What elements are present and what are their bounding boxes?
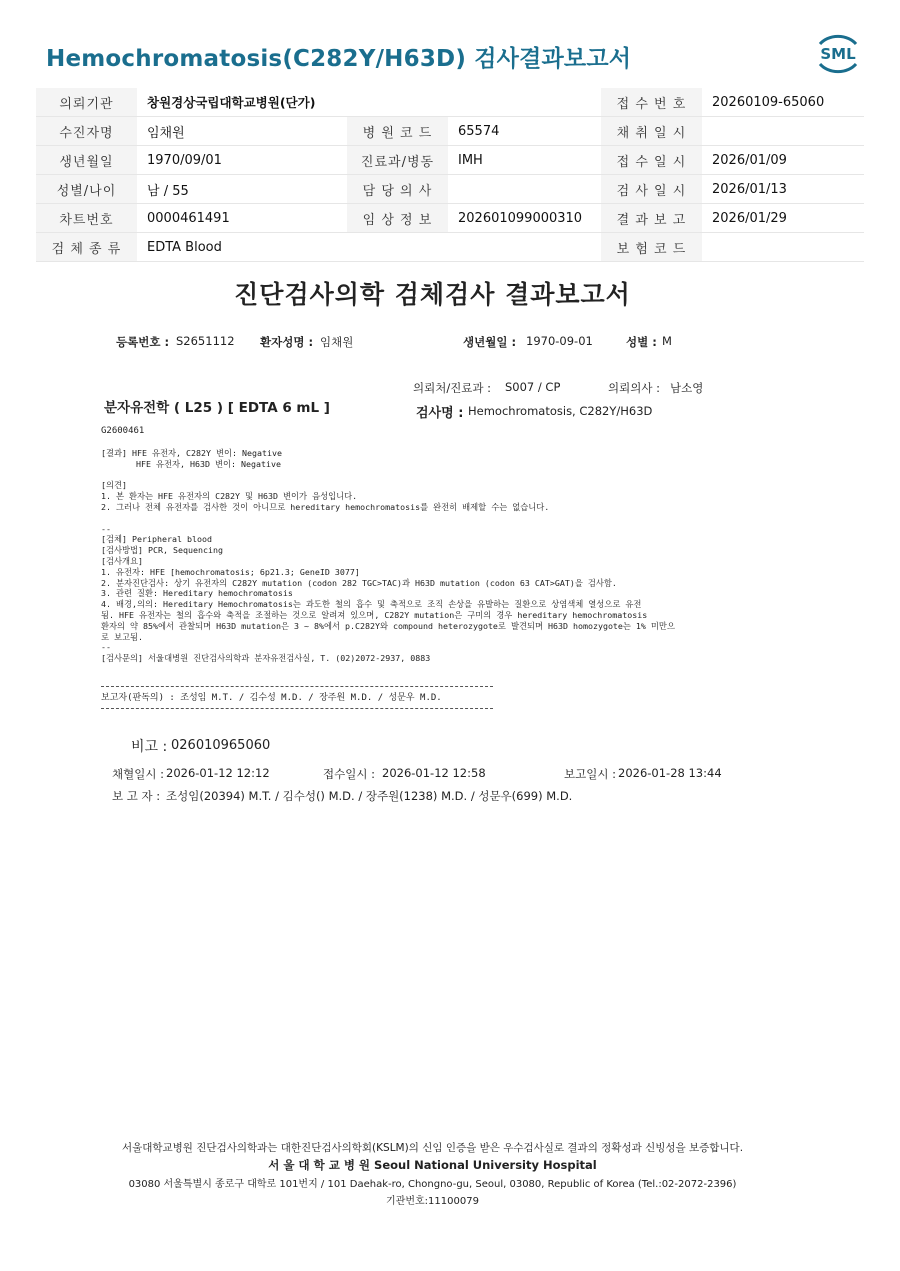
specimen-number: G2600461 <box>101 426 145 436</box>
dept: S007 / CP <box>505 380 561 394</box>
info-label: 의뢰기관 <box>36 88 137 117</box>
doctor: 남소영 <box>670 381 704 395</box>
page-title: Hemochromatosis(C282Y/H63D) 검사결과보고서 <box>46 46 632 72</box>
patient-name: 임채원 <box>320 335 354 349</box>
info-label: 차트번호 <box>36 204 137 233</box>
info-value: EDTA Blood <box>137 233 601 262</box>
info-label: 접 수 번 호 <box>601 88 702 117</box>
footer-certification: 서울대학교병원 진단검사의학과는 대한진단검사의학회(KSLM)의 신임 인증을 받은 우수검사실로 결과의 정확성과 신빙성을 보증합니다. <box>121 1142 744 1154</box>
info-label: 검 체 종 류 <box>36 233 137 262</box>
sex-label: 성별 : <box>626 335 657 349</box>
reg-no: S2651112 <box>176 334 235 348</box>
info-value <box>702 233 864 262</box>
reporters-line: 보고자(판독의) : 조성임 M.T. / 김수성 M.D. / 장주원 M.D. / 성문우 M.D. <box>101 693 442 703</box>
dept-label: 의뢰처/진료과 : <box>413 381 492 395</box>
logo-text: SML <box>820 45 856 63</box>
dob: 1970-09-01 <box>526 334 593 348</box>
sml-logo <box>812 30 864 76</box>
test-name-label: 검사명 : <box>416 406 464 421</box>
test-name: Hemochromatosis, C282Y/H63D <box>468 404 653 418</box>
collect-time: 2026-01-12 12:12 <box>166 766 270 780</box>
divider <box>101 708 493 709</box>
info-row <box>36 204 864 233</box>
info-label: 보 험 코 드 <box>601 233 702 262</box>
info-value: 65574 <box>448 117 601 146</box>
doctor-label: 의뢰의사 : <box>608 381 660 395</box>
collect-label: 채혈일시 : <box>112 767 164 781</box>
info-value: 창원경상국립대학교병원(단가) <box>137 88 601 117</box>
note-label: 비고 : <box>131 739 168 755</box>
footer-address: 03080 서울특별시 종로구 대학로 101번지 / 101 Daehak-ro, Chongno-gu, Seoul, 03080, Republic of Korea (Tel.:02-2072-2396) <box>128 1179 737 1190</box>
info-value: 20260109-65060 <box>702 88 864 117</box>
info-label: 임 상 정 보 <box>347 204 448 233</box>
info-label: 접 수 일 시 <box>601 146 702 175</box>
info-value: 0000461491 <box>137 204 347 233</box>
info-label: 검 사 일 시 <box>601 175 702 204</box>
info-value <box>702 117 864 146</box>
info-label: 병 원 코 드 <box>347 117 448 146</box>
info-value: 2026/01/13 <box>702 175 864 204</box>
patient-info-table <box>36 88 864 262</box>
info-label: 성별/나이 <box>36 175 137 204</box>
info-value: 2026/01/09 <box>702 146 864 175</box>
report-time: 2026-01-28 13:44 <box>618 766 722 780</box>
reporters: 조성임(20394) M.T. / 김수성() M.D. / 장주원(1238) M.D. / 성문우(699) M.D. <box>166 789 573 803</box>
note-value: 026010965060 <box>171 738 271 753</box>
report-time-label: 보고일시 : <box>564 767 616 781</box>
info-row <box>36 88 864 117</box>
reg-no-label: 등록번호 : <box>116 335 170 349</box>
receive-time: 2026-01-12 12:58 <box>382 766 486 780</box>
footer-institution-code: 기관번호:11100079 <box>386 1196 479 1207</box>
info-label: 채 취 일 시 <box>601 117 702 146</box>
info-row <box>36 175 864 204</box>
info-value: 남 / 55 <box>137 175 347 204</box>
info-row <box>36 146 864 175</box>
info-label: 결 과 보 고 <box>601 204 702 233</box>
sex: M <box>662 334 672 348</box>
dob-label: 생년월일 : <box>463 335 517 349</box>
info-value <box>448 175 601 204</box>
info-value: 202601099000310 <box>448 204 601 233</box>
reporter-label: 보 고 자 : <box>112 789 161 803</box>
divider <box>101 686 493 687</box>
info-value: 2026/01/29 <box>702 204 864 233</box>
section-title: 분자유전학 ( L25 ) [ EDTA 6 mL ] <box>104 400 330 416</box>
info-label: 담 당 의 사 <box>347 175 448 204</box>
info-row <box>36 117 864 146</box>
info-value: IMH <box>448 146 601 175</box>
info-label: 수진자명 <box>36 117 137 146</box>
info-value: 1970/09/01 <box>137 146 347 175</box>
report-title: 진단검사의학 검체검사 결과보고서 <box>234 280 631 309</box>
receive-label: 접수일시 : <box>323 767 375 781</box>
patient-name-label: 환자성명 : <box>260 335 314 349</box>
footer-hospital-name: 서 울 대 학 교 병 원 Seoul National University Hospital <box>268 1158 597 1172</box>
report-body: [결과] HFE 유전자, C282Y 변이: Negative HFE 유전자, H63D 변이: Negative [의견] 1. 본 환자는 HFE 유전자의 C282Y 및 H63D 변이가 음성입니다. 2. 그러나 전체 유전자를 검사한 것이 아니므로 hereditary hemochromatosis를 완전히 배제할 수는 없습니다. -- [검체] Peripheral blood [검사방법] PCR, Sequencing [검사개요] 1. 유전자: HFE [hemochromatosis; 6p21.3; GeneID 3077] 2. 분자진단검사: 상기 유전자의 C282Y mutation (codon 282 TGC>TAC)과 H63D mutation (codon 63 CAT>GAT)을 검사함. 3. 관련 질환: Hereditary hemochromatosis 4. 배경,의의: Hereditary Hemochromatosis는 과도한 철의 흡수 및 축적으로 조직 손상을 유발하는 질환으로 상염색체 열성으로 유전 됨. HFE 유전자는 철의 흡수와 축적을 조절하는 것으로 알려져 있으며, C282Y mutation은 구미의 경우 hereditary hemochromatosis 환자의 약 85%에서 관찰되며 H63D mutation은 3 ~ 8%에서 p.C282Y와 compound heterozygote로 발견되며 H63D homozygote는 1% 미만으 로 보고됨. -- [검사문의] 서울대병원 진단검사의학과 분자유전검사실, T. (02)2072-2937, 0883 <box>101 448 675 664</box>
info-value: 임채원 <box>137 117 347 146</box>
info-label: 진료과/병동 <box>347 146 448 175</box>
info-row <box>36 233 864 262</box>
info-label: 생년월일 <box>36 146 137 175</box>
